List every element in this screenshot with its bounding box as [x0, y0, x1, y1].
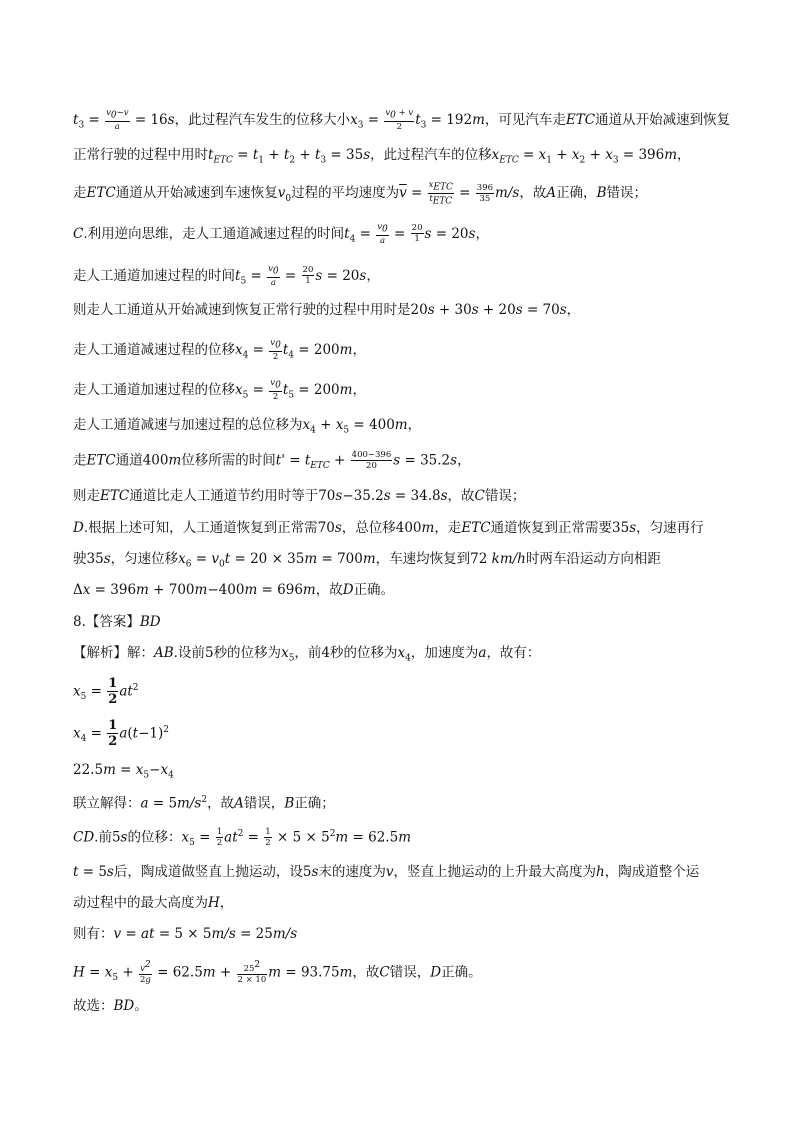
text-line-6: 则走人工通道从开始减速到恢复正常行驶的过程中用时是20s + 30s + 20s = 70s，: [73, 302, 581, 318]
conclusion: 故选：BD。: [73, 998, 148, 1014]
text-line-14: Δx = 396m + 700m−400m = 696m，故D正确。: [73, 582, 395, 598]
text-line-23: 动过程中的最大高度为H，: [73, 895, 234, 911]
text-line-12: D.根据上述可知，人工通道恢复到正常需70s，总位移400m，走ETC通道恢复到正常需要35s，匀速再行: [73, 520, 704, 536]
text-line-9: 走人工通道减速与加速过程的总位移为$x_4 + x_5 = 400m$，: [73, 417, 422, 436]
text-line-1: $t_3$ = $\frac{v_0-v}{a}$ = 16s，此过程汽车发生的位移大小$x_3$ = $\frac{v_0 + v}{2}$ $t_3 = 192m$，可见汽车走ETC通道从开始减速到恢复: [73, 108, 731, 132]
text-line-24: 则有：v = at = 5 × 5m/s = 25m/s: [73, 926, 298, 942]
text-line-20: 联立解得：$a = 5m/s^2$，故A错误，B正确；: [73, 795, 335, 812]
text-line-21: CD.前5s的位移：$x_5$ = $\frac{1}{2}$ $at^2$ = $\frac{1}{2}$ × $5 \times 5^2m = 62.5m$: [73, 827, 411, 849]
equation-x4: $x_4$ = $\frac{1}{2}$ $a(t-1)^2$: [73, 718, 169, 749]
text-line-22: t = 5s后，陶成道做竖直上抛运动，设5s末的速度为v，竖直上抛运动的上升最大高度为h，陶成道整个运: [73, 864, 700, 880]
text-line-7: 走人工通道减速过程的位移$x_4$ = $\frac{v_0}{2}$ $t_4 = 200m$，: [73, 338, 366, 362]
text-line-2: 正常行驶的过程中用时$t_{ETC} = t_1 + t_2 + t_3 = 35s$，此过程汽车的位移$x_{ETC} = x_1 + x_2 + x_3 = 396m$，: [73, 147, 691, 166]
equation-x5: $x_5$ = $\frac{1}{2}$ $at^2$: [73, 676, 139, 707]
analysis-intro: 【解析】解：AB.设前5秒的位移为$x_5$，前4秒的位移为$x_4$，加速度为a，故有：: [73, 645, 541, 664]
answer-heading: 8.【答案】BD: [73, 614, 161, 630]
text-line-13: 驶35s，匀速位移$x_6 = v_0t = 20 \times 35m = 700m$，车速均恢复到72 km/h时两车沿运动方向相距: [73, 551, 661, 570]
text-line-5: 走人工通道加速过程的时间$t_5$ = $\frac{v_0}{a}$ = $\frac{20}{1}$ s = 20s，: [73, 264, 380, 288]
text-line-11: 则走ETC通道比走人工通道节约用时等于70s−35.2s = 34.8s，故C错误；: [73, 488, 526, 504]
text-line-3: 走ETC通道从开始减速到车速恢复$v_0$过程的平均速度为$\overline{v}$ = $\frac{x_{ETC}}{t_{ETC}}$ = $\frac{396}{35}$ m/s，故A正确，B错误；: [73, 180, 647, 207]
text-line-25: $H = x_5$ + $\frac{v^2}{2g}$ = 62.5m + $\frac{25^2}{2 \times 10}$ m = 93.75m，故C错误，D正确。: [73, 960, 482, 985]
text-line-4: C.利用逆向思维，走人工通道减速过程的时间$t_4$ = $\frac{v_0}{a}$ = $\frac{20}{1}$ s = 20s，: [73, 222, 489, 246]
text-line-10: 走ETC通道400m位移所需的时间$t' = t_{ETC}$ + $\frac{400-396}{20}$ s = 35.2s，: [73, 450, 471, 472]
text-line-8: 走人工通道加速过程的位移$x_5$ = $\frac{v_0}{2}$ $t_5 = 200m$，: [73, 378, 366, 402]
equation-diff: $22.5m = x_5-x_4$: [73, 762, 174, 781]
